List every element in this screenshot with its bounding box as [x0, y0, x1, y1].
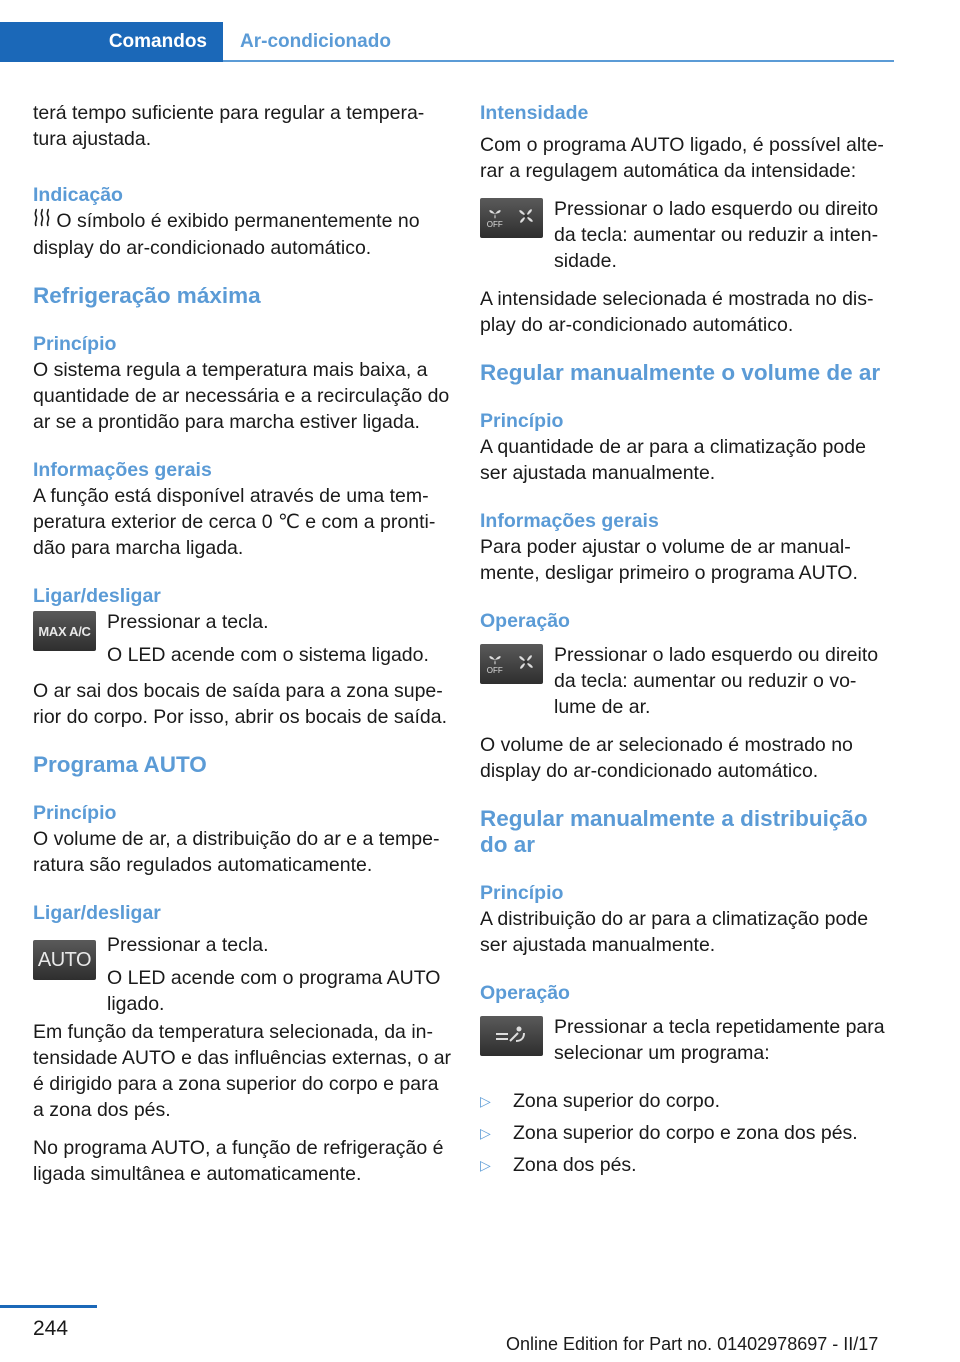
tab-ar-condicionado[interactable]: Ar-condicionado — [240, 31, 391, 52]
heading-refrigeracao-maxima: Refrigeração máxima — [33, 283, 261, 309]
heading-intensidade: Intensidade — [480, 102, 589, 124]
left-column — [33, 100, 453, 1187]
volume-row — [480, 642, 895, 720]
heat-waves-icon — [33, 208, 51, 235]
heading-operacao: Operação — [480, 610, 570, 632]
auto-text-1: Pressionar a tecla. — [107, 934, 269, 957]
distrib-btn-text: Pressionar a tecla repetidamente para selecionar um programa: — [554, 1016, 885, 1064]
informacoes-text: A função está disponível através de uma tem‐peratura exterior de cerca 0 ℃ e com a pronti‐dão para marcha ligada. — [33, 485, 436, 560]
intensidade-btn-text: Pressionar o lado esquerdo ou direito da tecla: aumentar ou reduzir a inten‐sidade. — [554, 198, 879, 272]
intro-text: terá tempo suficiente para regular a tempera‐tura ajustada. — [33, 102, 425, 150]
page-number: 244 — [33, 1317, 69, 1340]
edition-text: Online Edition for Part no. 01402978697 - II/17 — [506, 1334, 879, 1354]
heading-informacoes-gerais-2: Informações gerais — [480, 510, 659, 532]
tab-comandos[interactable]: Comandos — [0, 22, 223, 62]
intensidade-text: Com o programa AUTO ligado, é possível alte‐rar a regulagem automática da intensidade: — [480, 134, 884, 182]
header-divider — [223, 60, 894, 62]
triangle-right-icon: ▷ — [480, 1157, 491, 1173]
list-item: ▷ Zona dos pés. — [480, 1154, 637, 1176]
volume-btn-text: Pressionar o lado esquerdo ou direito da tecla: aumentar ou reduzir o vo‐lume de ar. — [554, 644, 879, 718]
heading-principio: Princípio — [33, 333, 117, 356]
heading-programa-auto: Programa AUTO — [33, 752, 207, 778]
fan-on-icon — [514, 204, 538, 233]
footer-rule — [0, 1305, 97, 1308]
distribution-list — [480, 1088, 895, 1178]
auto-button-icon: AUTO — [33, 940, 96, 980]
header-tabs — [0, 22, 894, 62]
fan-on-icon-2 — [514, 650, 538, 679]
list-item: ▷ Zona superior do corpo e zona dos pés. — [480, 1122, 858, 1144]
fan-button-icon-2 — [480, 644, 543, 684]
heading-principio-2: Princípio — [33, 802, 117, 825]
heading-principio-3: Princípio — [480, 410, 564, 432]
funcao-text: Em função da temperatura selecionada, da in‐tensidade AUTO e das influências externas, o ar é dirigido para a zona superior do corpo e para a zona dos pés. — [33, 1021, 452, 1122]
heading-ligar-desligar: Ligar/desligar — [33, 585, 161, 608]
maxac-row — [33, 609, 453, 668]
no-programa-text: No programa AUTO, a função de refrigeração é ligada simultânea e automaticamente. — [33, 1137, 444, 1186]
heading-volume-de-ar: Regular manualmente o volume de ar — [480, 360, 881, 385]
heading-informacoes-gerais: Informações gerais — [33, 459, 212, 482]
heading-distribuicao-do-ar: Regular manualmente a distribuição do ar — [480, 806, 868, 857]
principio-text: O sistema regula a temperatura mais baixa, a quantidade de ar necessária e a recirculação do ar se a prontidão para marcha estiver ligada. — [33, 359, 450, 434]
ar-sai-text: O ar sai dos bocais de saída para a zona supe‐rior do corpo. Por isso, abrir os bocais de saída. — [33, 680, 448, 729]
distrib-row — [480, 1014, 895, 1066]
indicacao-text: O símbolo é exibido permanentemente no display do ar-condicionado automático. — [33, 210, 420, 260]
triangle-right-icon: ▷ — [480, 1093, 491, 1109]
principio-3-text: A quantidade de ar para a climatização pode ser ajustada manualmente. — [480, 436, 866, 484]
fan-off-icon: OFF — [485, 207, 505, 229]
maxac-text-2: O LED acende com o sistema ligado. — [107, 644, 429, 667]
volume-sel-text: O volume de ar selecionado é mostrado no display do ar-condicionado automático. — [480, 734, 853, 782]
heading-principio-4: Princípio — [480, 882, 564, 904]
right-column — [480, 100, 895, 1184]
air-distribution-button-icon — [480, 1016, 543, 1056]
principio-2-text: O volume de ar, a distribuição do ar e a tempe‐ratura são regulados automaticamente. — [33, 828, 440, 877]
informacoes-2-text: Para poder ajustar o volume de ar manual‐mente, desligar primeiro o programa AUTO. — [480, 536, 858, 584]
triangle-right-icon: ▷ — [480, 1125, 491, 1141]
maxac-text-1: Pressionar a tecla. — [107, 611, 269, 634]
fan-off-icon-2: OFF — [485, 653, 505, 675]
auto-text-2: O LED acende com o programa AUTO ligado. — [107, 967, 441, 1016]
heading-operacao-2: Operação — [480, 982, 570, 1004]
list-item: ▷ Zona superior do corpo. — [480, 1090, 721, 1112]
auto-row — [33, 932, 453, 1017]
heading-ligar-desligar-2: Ligar/desligar — [33, 902, 161, 925]
max-ac-button-icon: MAX A/C — [33, 611, 96, 651]
intensidade-row — [480, 196, 895, 274]
indicacao-paragraph — [33, 208, 453, 261]
intensidade-sel-text: A intensidade selecionada é mostrada no dis‐play do ar-condicionado automático. — [480, 288, 874, 336]
fan-button-icon — [480, 198, 543, 238]
principio-4-text: A distribuição do ar para a climatização pode ser ajustada manualmente. — [480, 908, 869, 956]
heading-indicacao: Indicação — [33, 184, 123, 206]
